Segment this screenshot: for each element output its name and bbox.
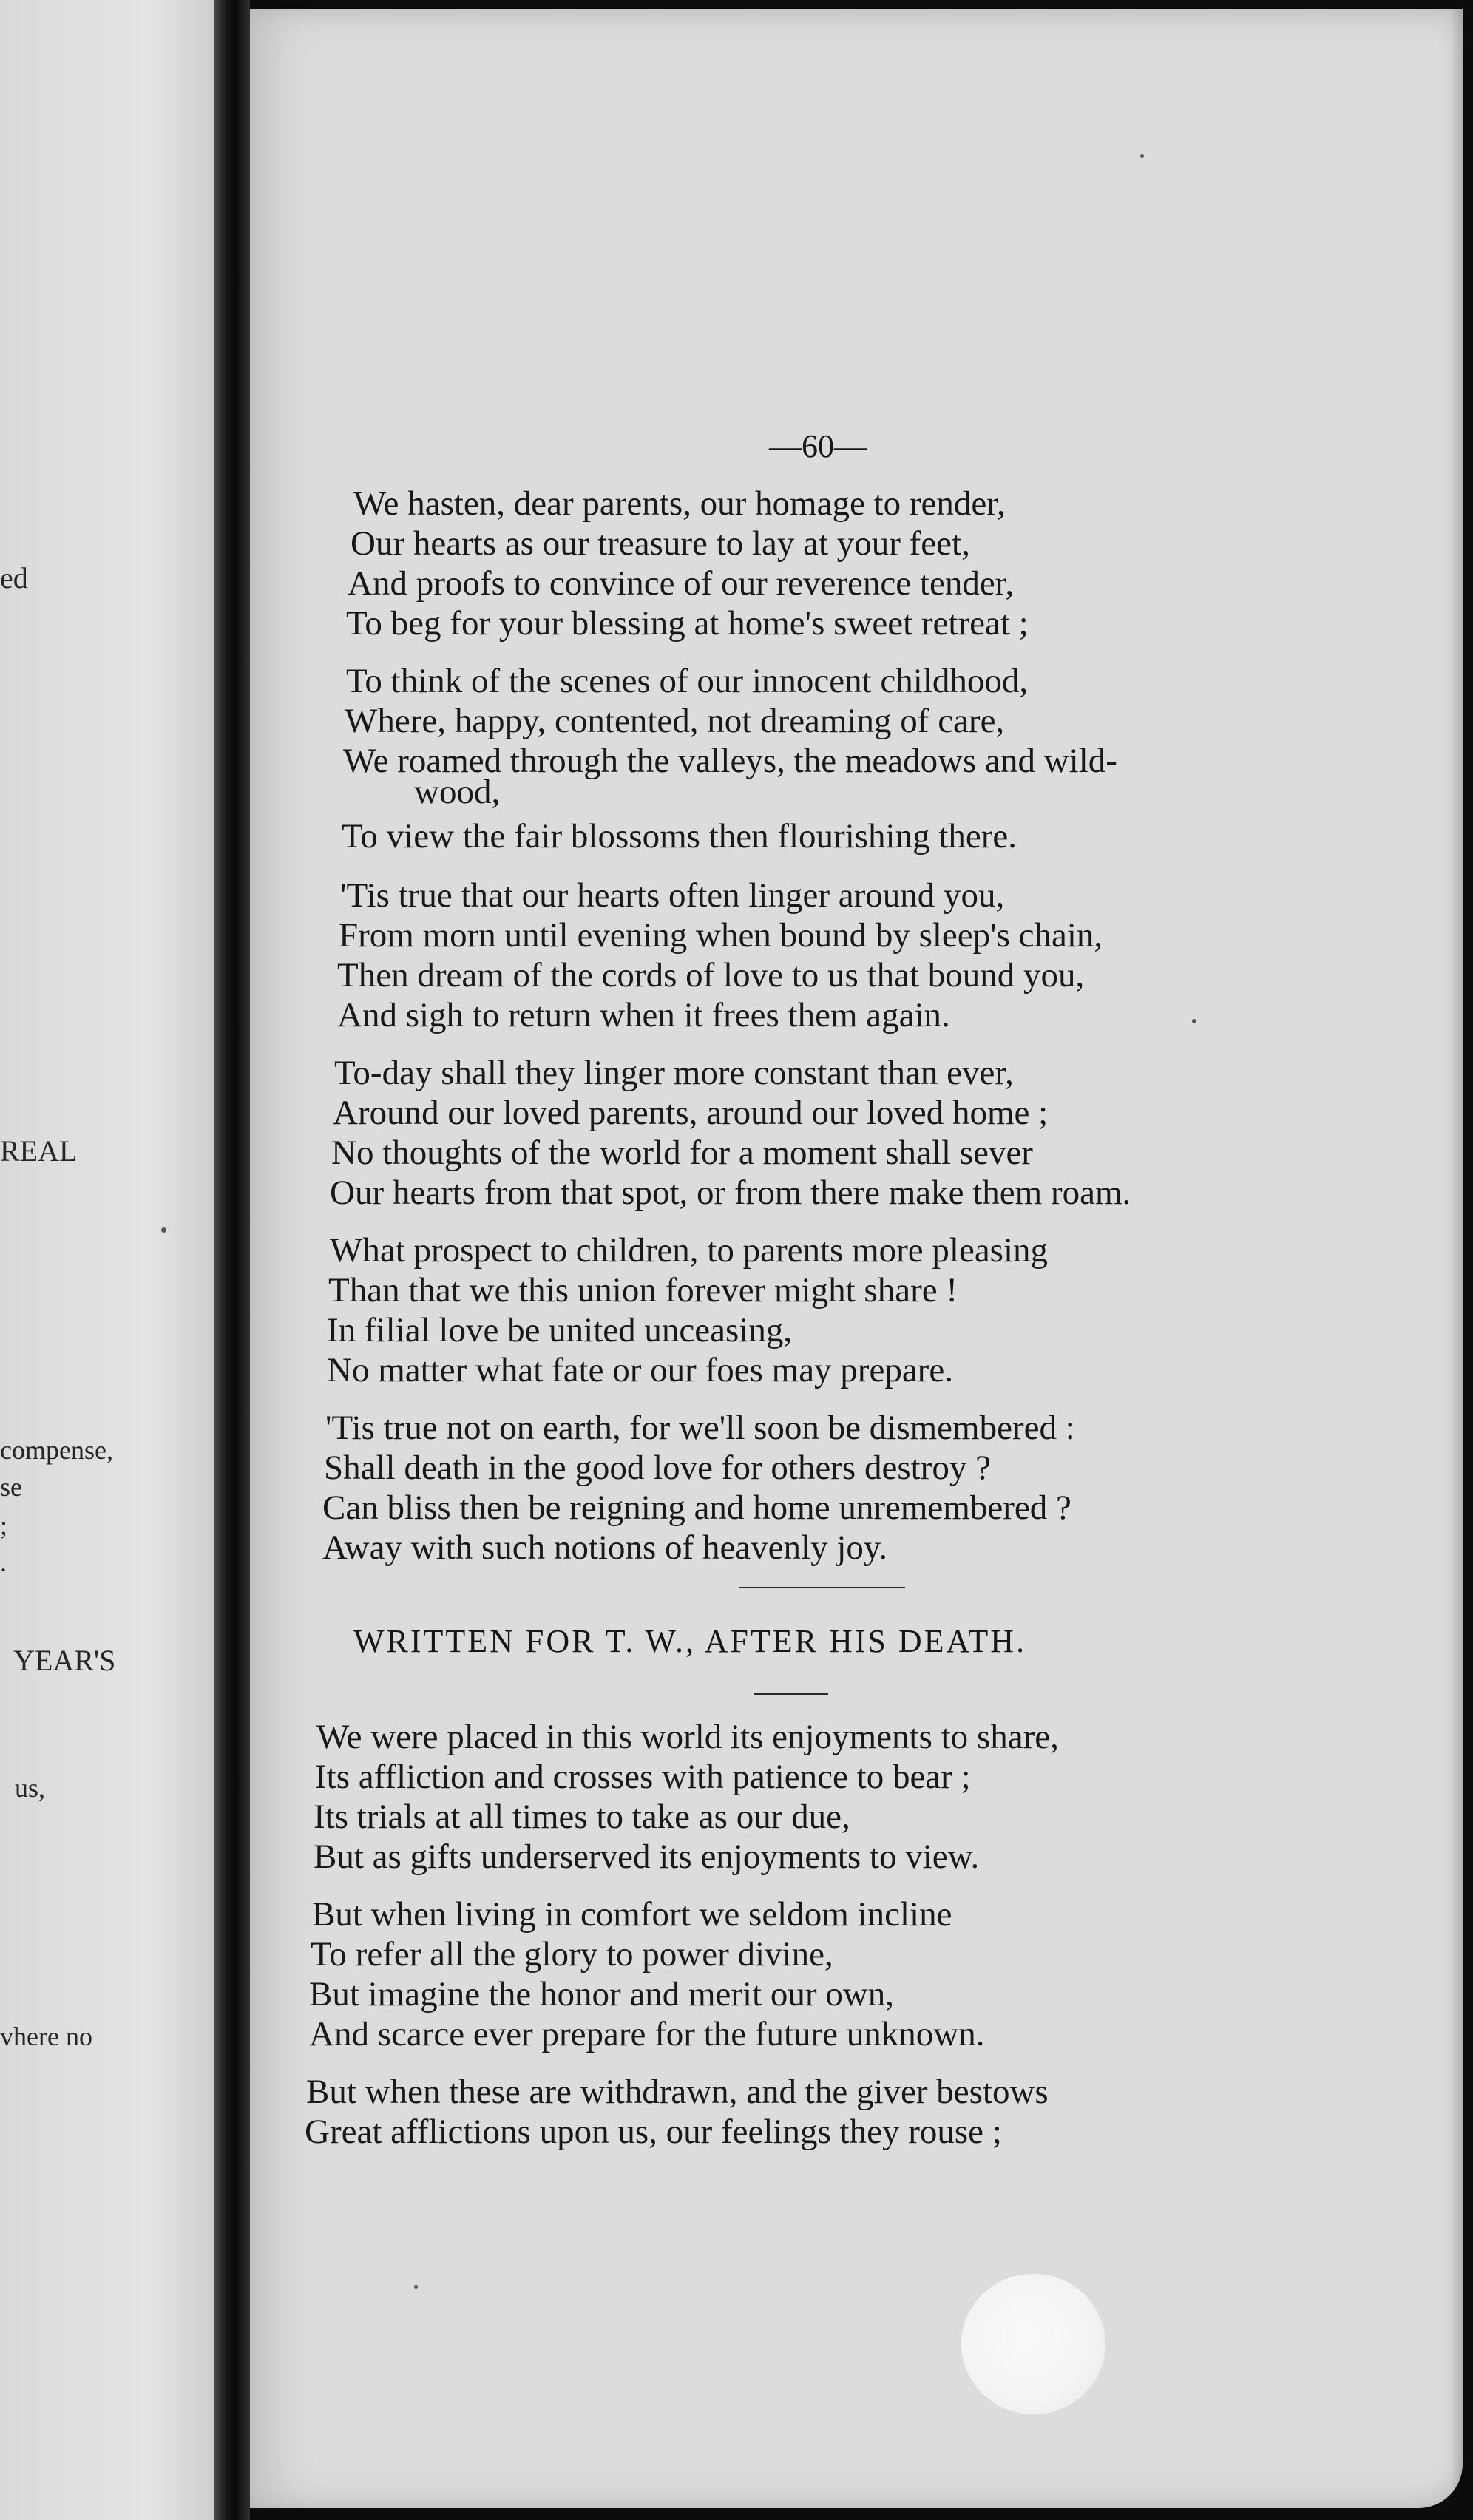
left-page-fragment: . — [0, 1548, 7, 1577]
poem-line: In filial love be united unceasing, — [327, 1311, 793, 1349]
poem-line: Its trials at all times to take as our due, — [314, 1798, 850, 1836]
poem-line: We hasten, dear parents, our homage to render, — [353, 484, 1006, 523]
left-page-fragment: ; — [0, 1511, 8, 1540]
left-page-fragment: us, — [15, 1773, 46, 1803]
poem-line: 'Tis true not on earth, for we'll soon be dismembered : — [325, 1409, 1075, 1447]
poem-line: Can bliss then be reigning and home unremembered ? — [322, 1488, 1071, 1527]
poem-line: 'Tis true that our hearts often linger around you, — [340, 876, 1005, 915]
poem-line: But imagine the honor and merit our own, — [309, 1975, 895, 2013]
poem-line: And scarce ever prepare for the future unknown. — [309, 2015, 985, 2053]
poem-line: We roamed through the valleys, the meadows and wild- — [343, 742, 1117, 780]
poem-line: Great afflictions upon us, our feelings they rouse ; — [305, 2113, 1002, 2151]
poem-line: Where, happy, contented, not dreaming of care, — [345, 702, 1005, 740]
poem-line: And sigh to return when it frees them again. — [337, 996, 950, 1034]
left-facing-page — [0, 0, 214, 2520]
poem-line: We were placed in this world its enjoyments to share, — [316, 1718, 1059, 1756]
poem-line: Then dream of the cords of love to us that bound you, — [337, 956, 1085, 995]
poem-line: From morn until evening when bound by sleep's chain, — [339, 916, 1103, 955]
title-underline — [754, 1693, 828, 1695]
poem-line: To-day shall they linger more constant than ever, — [334, 1054, 1014, 1092]
paper-stain — [961, 2274, 1105, 2414]
poem-line: And proofs to convince of our reverence tender, — [348, 564, 1015, 603]
poem-line: But when living in comfort we seldom incline — [312, 1895, 952, 1934]
left-page-fragment: vhere no — [0, 2022, 92, 2051]
poem-line: Than that we this union forever might share ! — [328, 1271, 958, 1310]
page-edge-shadow — [1451, 9, 1464, 2508]
poem-line: To view the fair blossoms then flourishing there. — [342, 817, 1017, 856]
poem-line: Its affliction and crosses with patience to bear ; — [315, 1758, 971, 1796]
poem-line: Our hearts from that spot, or from there make them roam. — [330, 1173, 1131, 1212]
poem-line: Around our loved parents, around our loved home ; — [333, 1094, 1049, 1132]
left-page-fragment: compense, — [0, 1435, 113, 1465]
section-divider — [739, 1587, 905, 1588]
poem-line: Our hearts as our treasure to lay at your feet, — [351, 524, 970, 563]
poem-line: To refer all the glory to power divine, — [311, 1935, 833, 1974]
left-page-fragment: ed — [0, 561, 28, 595]
poem-line: Shall death in the good love for others destroy ? — [324, 1449, 991, 1487]
page-number: —60— — [769, 428, 867, 464]
paper-speck — [161, 1227, 166, 1233]
poem-line: No matter what fate or our foes may prepare. — [327, 1351, 953, 1389]
paper-speck — [1192, 1019, 1196, 1023]
poem-title: WRITTEN FOR T. W., AFTER HIS DEATH. — [353, 1623, 1027, 1659]
poem-line: But when these are withdrawn, and the giver bestows — [306, 2073, 1049, 2111]
poem-line: wood, — [414, 773, 501, 811]
paper-speck — [1140, 154, 1144, 158]
poem-line: No thoughts of the world for a moment shall sever — [331, 1134, 1033, 1172]
left-page-fragment: se — [0, 1472, 22, 1502]
poem-line: To beg for your blessing at home's sweet retreat ; — [346, 604, 1029, 643]
poem-line: But as gifts underserved its enjoyments to view. — [314, 1838, 980, 1876]
poem-line: Away with such notions of heavenly joy. — [322, 1528, 888, 1567]
poem-line: What prospect to children, to parents more pleasing — [330, 1231, 1049, 1270]
book-gutter — [214, 0, 250, 2520]
poem-line: To think of the scenes of our innocent childhood, — [346, 662, 1029, 700]
left-page-fragment: YEAR'S — [13, 1644, 116, 1677]
paper-speck — [414, 2285, 418, 2289]
left-page-fragment: REAL — [0, 1134, 78, 1168]
